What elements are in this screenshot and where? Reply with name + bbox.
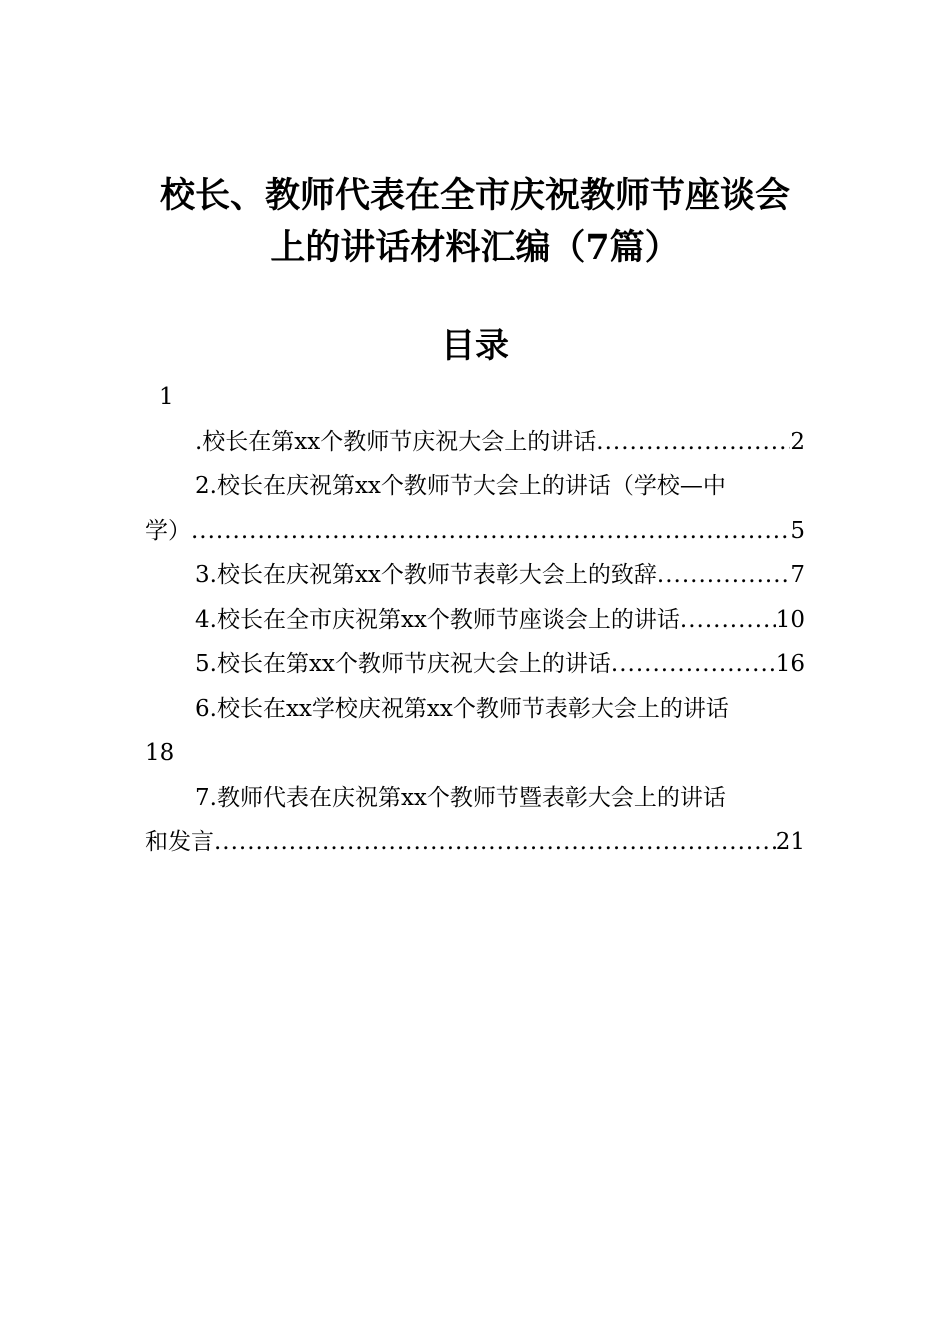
document-title: [145, 170, 805, 274]
toc-page-number: 5: [790, 517, 805, 544]
dot-leader: [191, 509, 790, 554]
toc-page-number: 21: [775, 829, 805, 855]
toc-leading-number: 1: [159, 384, 174, 410]
toc-entry-6-line-1[interactable]: 6.校长在xx学校庆祝第xx个教师节表彰大会上的讲话: [195, 695, 729, 722]
toc-entry-text: 和发言: [145, 829, 214, 855]
dot-leader: [611, 642, 776, 687]
toc-heading: 目录: [441, 326, 509, 366]
toc-entry-1[interactable]: [145, 420, 805, 465]
toc-entry-4[interactable]: [145, 598, 805, 643]
toc-page-number: 16: [775, 651, 805, 677]
dot-leader: [680, 598, 776, 643]
toc-entry-text: 5.校长在第xx个教师节庆祝大会上的讲话: [195, 651, 611, 677]
title-line-2: 上的讲话材料汇编（7篇）: [270, 227, 680, 268]
dot-leader: [657, 553, 790, 598]
toc-page-number: 7: [790, 562, 805, 588]
title-line-1: 校长、教师代表在全市庆祝教师节座谈会: [159, 175, 790, 216]
toc-entry-text: 学）: [145, 517, 191, 544]
toc-entry-7-line-1[interactable]: 7.教师代表在庆祝第xx个教师节暨表彰大会上的讲话: [195, 784, 726, 811]
toc-entry-7-line-2[interactable]: [145, 820, 805, 865]
dot-leader: [214, 820, 776, 865]
toc-entry-6-page-number[interactable]: 18: [145, 740, 175, 766]
dot-leader: [596, 420, 790, 465]
toc-entry-text: .校长在第xx个教师节庆祝大会上的讲话: [195, 428, 597, 455]
toc-entry-5[interactable]: [145, 642, 805, 687]
toc-page-number: 10: [775, 606, 805, 633]
toc-entry-2-line-2[interactable]: [145, 509, 805, 554]
toc-entry-text: 3.校长在庆祝第xx个教师节表彰大会上的致辞: [195, 562, 657, 588]
toc-entry-text: 4.校长在全市庆祝第xx个教师节座谈会上的讲话: [195, 606, 680, 633]
table-of-contents: [145, 375, 805, 865]
toc-entry-2-line-1[interactable]: 2.校长在庆祝第xx个教师节大会上的讲话（学校—中: [195, 473, 726, 499]
toc-page-number: 2: [790, 428, 805, 455]
toc-entry-3[interactable]: [145, 553, 805, 598]
